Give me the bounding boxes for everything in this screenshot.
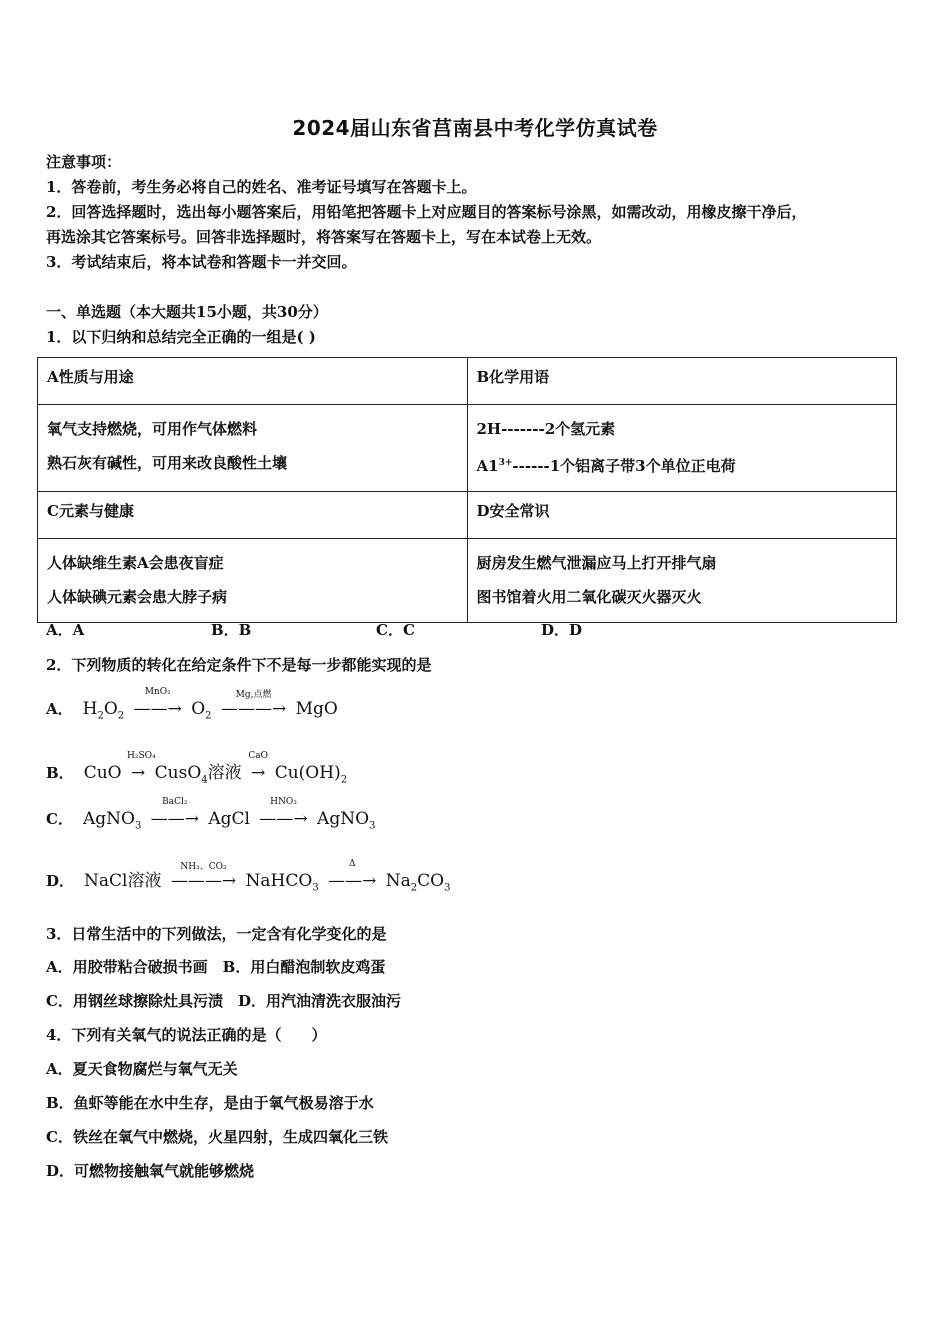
q2-b-s3-sub: 2 xyxy=(340,774,348,786)
cell-d-body xyxy=(467,539,897,623)
cell-c-line-2: 人体缺碘元素会患大脖子病 xyxy=(47,588,228,606)
q1-choices xyxy=(46,620,582,640)
notice-1: 1．答卷前，考生务必将自己的姓名、准考证号填写在答题卡上。 xyxy=(46,178,477,196)
q1-stem: 1．以下归纳和总结完全正确的一组是( ) xyxy=(46,328,316,346)
q2-d-s3-sub: 2 xyxy=(410,882,418,894)
q2-option-a[interactable] xyxy=(46,687,338,722)
q2-b-cond-1: H₂SO₄ xyxy=(127,751,156,761)
q2-d-s3: Na xyxy=(385,871,411,891)
cell-b-body xyxy=(467,405,897,492)
b2-pre: A1 xyxy=(476,457,499,475)
q2-d-cond-2: Δ xyxy=(348,859,356,869)
q2-c-s3: AgNO xyxy=(317,809,370,829)
q3-options-cd[interactable]: C．用钢丝球擦除灶具污渍 D．用汽油清洗衣服油污 xyxy=(46,992,401,1010)
q2-a-s1-sub: 2 xyxy=(97,710,104,722)
cell-b-line-2 xyxy=(477,446,888,483)
q3-options-ab[interactable]: A．用胶带粘合破损书画 B．用白醋泡制软皮鸡蛋 xyxy=(46,958,386,976)
cell-a-head: A性质与用途 xyxy=(38,358,468,405)
q2-option-b[interactable] xyxy=(46,751,348,786)
q2-b-arrow-1: H₂SO₄ → xyxy=(127,751,156,783)
cell-b-head: B化学用语 xyxy=(467,358,897,405)
q2-b-label: B． xyxy=(46,764,74,782)
q2-a-arrow-1: MnO₂ ——→ xyxy=(130,699,186,719)
q2-a-s1: H xyxy=(82,699,98,719)
q2-d-s2-sub: 3 xyxy=(312,882,319,894)
q2-c-arrow-1: BaCl₂ ——→ xyxy=(147,809,203,829)
q2-b-s2-sub: 4 xyxy=(201,774,208,786)
cell-d-line-2: 图书馆着火用二氧化碳灭火器灭火 xyxy=(476,588,702,606)
cell-c-line-1: 人体缺维生素A会患夜盲症 xyxy=(47,554,224,572)
q2-d-s2: NaHCO xyxy=(245,871,313,891)
q1-choice-b[interactable]: B．B xyxy=(211,621,252,639)
q3-stem: 3．日常生活中的下列做法，一定含有化学变化的是 xyxy=(46,925,387,943)
notice-heading: 注意事项： xyxy=(46,153,122,171)
q1-choice-d[interactable]: D．D xyxy=(541,621,583,639)
q1-choice-c[interactable]: C．C xyxy=(376,621,415,639)
cell-d-head: D安全常识 xyxy=(467,492,897,539)
q2-d-cond-1: NH₃、CO₂ xyxy=(180,862,227,872)
b2-post: ------1个铝离子带3个单位正电荷 xyxy=(512,457,736,475)
q2-option-d[interactable] xyxy=(46,859,451,894)
q2-a-label: A． xyxy=(46,700,73,718)
q2-c-s1-sub: 3 xyxy=(134,820,142,832)
q4-option-a[interactable]: A．夏天食物腐烂与氧气无关 xyxy=(46,1060,238,1078)
q2-b-arrow-2: CaO → xyxy=(248,751,268,783)
cell-c-body xyxy=(38,539,468,623)
q2-a-s1b: O xyxy=(103,699,118,719)
b2-sup: 3+ xyxy=(498,458,513,468)
cell-a-line-1: 氧气支持燃烧，可用作气体燃料 xyxy=(47,420,258,438)
q2-d-label: D． xyxy=(46,872,75,890)
q2-c-arrow-2: HNO₃ ——→ xyxy=(255,809,311,829)
q2-d-arrow-2: Δ ——→ xyxy=(324,871,380,891)
q2-stem: 2．下列物质的转化在给定条件下不是每一步都能实现的是 xyxy=(46,656,432,674)
q2-d-arrow-1: NH₃、CO₂ ———→ xyxy=(167,871,240,891)
cell-a-body xyxy=(38,405,468,492)
notice-2: 2．回答选择题时，选出每小题答案后，用铅笔把答题卡上对应题目的答案标号涂黑，如需改动，用橡皮擦干净后， xyxy=(46,203,807,221)
q4-option-d[interactable]: D．可燃物接触氧气就能够燃烧 xyxy=(46,1162,255,1180)
q2-c-s2: AgCl xyxy=(208,809,250,829)
q2-c-label: C． xyxy=(46,810,73,828)
q2-c-s3-sub: 3 xyxy=(369,820,376,832)
q4-option-b[interactable]: B．鱼虾等能在水中生存，是由于氧气极易溶于水 xyxy=(46,1094,374,1112)
q2-c-cond-1: BaCl₂ xyxy=(162,797,188,807)
q2-option-c[interactable] xyxy=(46,797,376,832)
cell-d-line-1: 厨房发生燃气泄漏应马上打开排气扇 xyxy=(476,554,717,572)
q4-option-c[interactable]: C．铁丝在氧气中燃烧，火星四射，生成四氧化三铁 xyxy=(46,1128,388,1146)
notice-2-cont: 再选涂其它答案标号。回答非选择题时，将答案写在答题卡上，写在本试卷上无效。 xyxy=(46,228,602,246)
q2-b-s2b: 溶液 xyxy=(207,763,242,783)
section-heading: 一、单选题（本大题共15小题，共30分） xyxy=(46,303,328,321)
cell-c-head: C元素与健康 xyxy=(38,492,468,539)
q2-a-s1c-sub: 2 xyxy=(117,710,125,722)
cell-b-line-1: 2H-------2个氢元素 xyxy=(476,420,616,438)
cell-a-line-2: 熟石灰有碱性，可用来改良酸性土壤 xyxy=(47,454,288,472)
q2-b-s1: CuO xyxy=(83,763,122,783)
q2-c-cond-2: HNO₃ xyxy=(270,797,297,807)
q4-stem: 4．下列有关氧气的说法正确的是（ ） xyxy=(46,1026,327,1044)
q2-a-arrow-2: Mg,点燃 ———→ xyxy=(217,699,290,719)
q2-a-cond-1: MnO₂ xyxy=(144,687,171,697)
q2-a-s3: MgO xyxy=(295,699,338,719)
q2-a-s2-sub: 2 xyxy=(205,710,212,722)
q2-b-s2: CusO xyxy=(154,763,202,783)
q2-d-s3c-sub: 3 xyxy=(444,882,451,894)
q2-d-s3b: CO xyxy=(417,871,445,891)
q1-table xyxy=(37,357,897,623)
q2-b-cond-2: CaO xyxy=(248,751,268,761)
q2-c-s1: AgNO xyxy=(82,809,135,829)
q2-d-s1: NaCl溶液 xyxy=(84,871,162,891)
page-title: 2024届山东省莒南县中考化学仿真试卷 xyxy=(292,116,658,140)
q2-a-s2: O xyxy=(191,699,206,719)
q2-b-s3: Cu(OH) xyxy=(274,763,341,783)
q2-a-cond-2: Mg,点燃 xyxy=(235,690,272,700)
notice-3: 3．考试结束后，将本试卷和答题卡一并交回。 xyxy=(46,253,357,271)
q1-choice-a[interactable]: A．A xyxy=(46,621,85,639)
